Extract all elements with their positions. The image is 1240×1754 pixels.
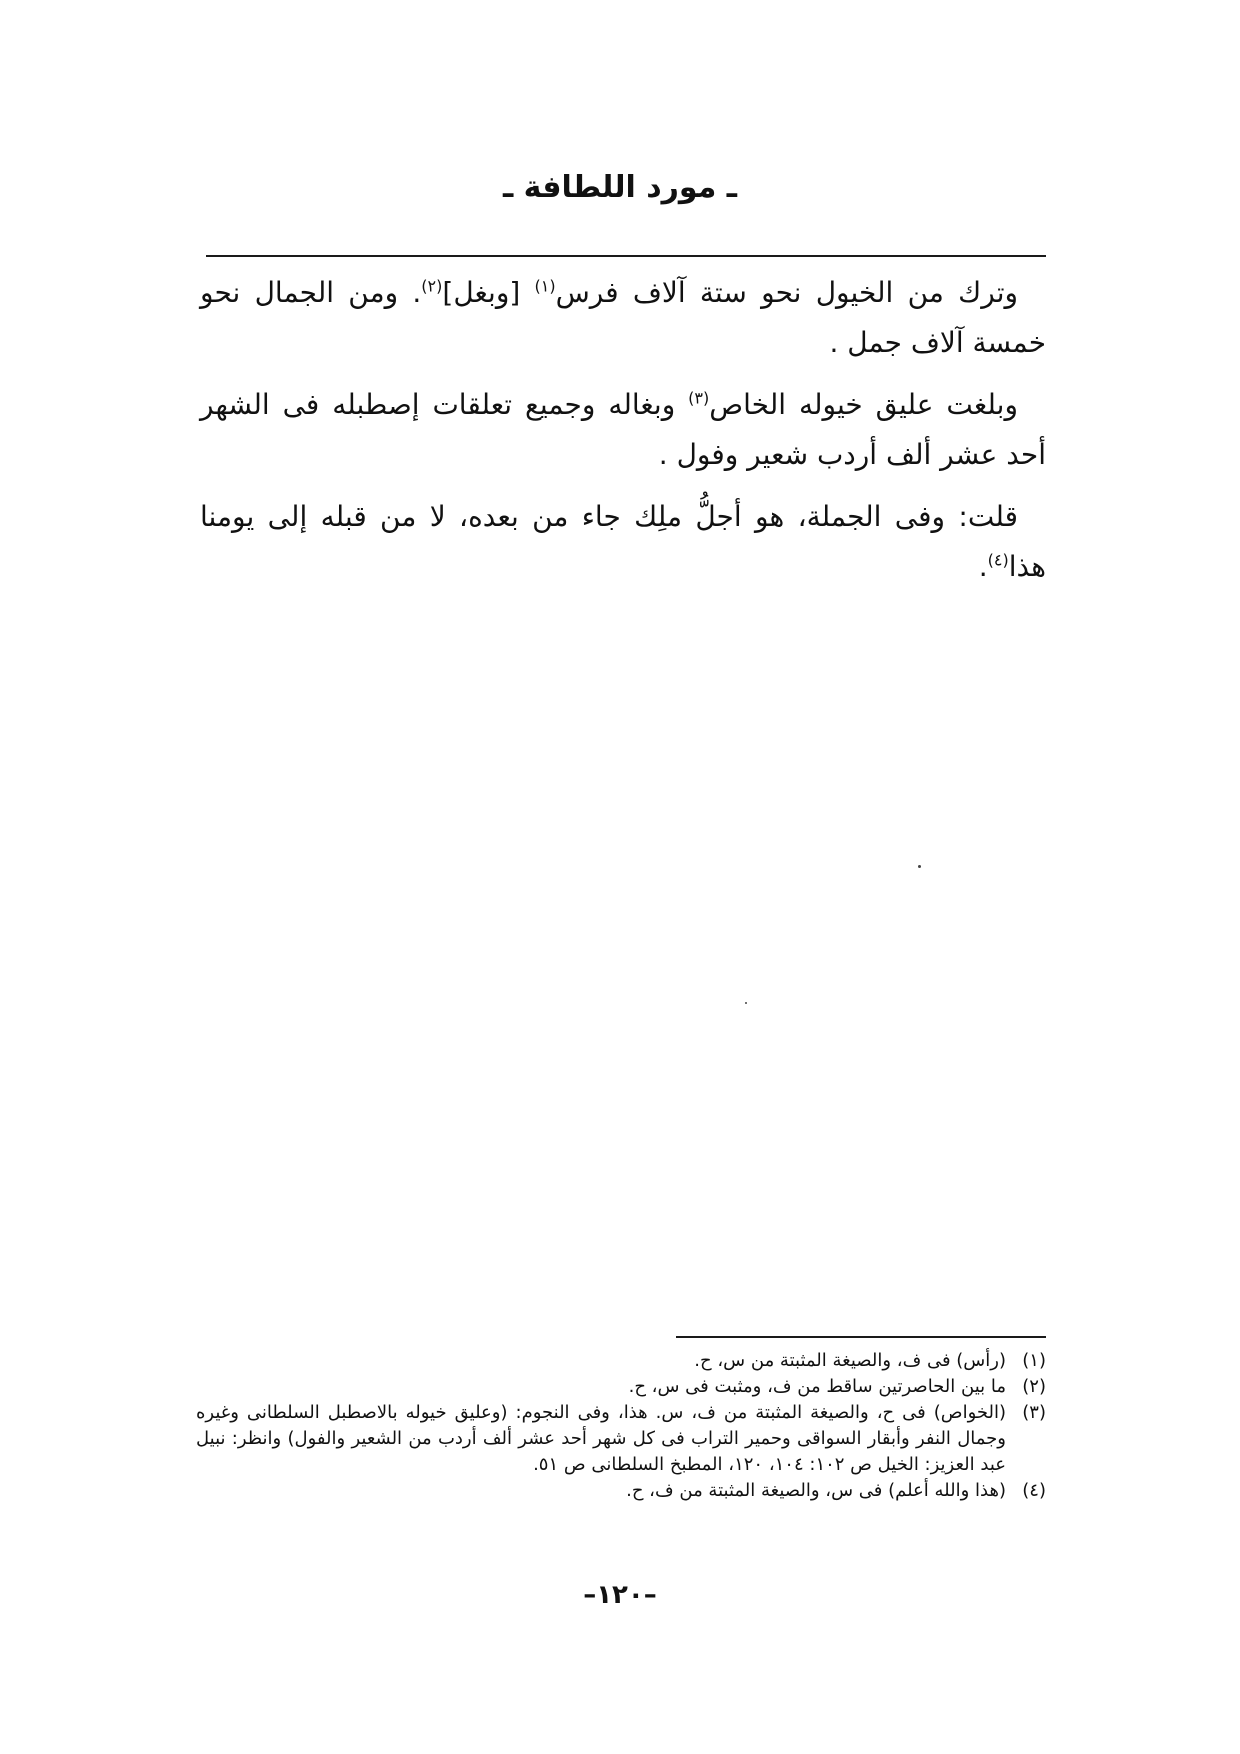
scan-speck	[745, 1002, 747, 1004]
paragraph-1-text-c: . ومن الجمال نحو خمسة آلاف جمل .	[200, 276, 1046, 359]
footnote-ref-2[interactable]: (٢)	[421, 276, 443, 296]
footnote-ref-1[interactable]: (١)	[534, 276, 556, 296]
footnote-4	[196, 1478, 1046, 1504]
paragraph-2-text-b: وبغاله وجميع تعلقات إصطبله فى الشهر أحد عشر ألف أردب شعير وفول .	[200, 388, 1046, 471]
footnote-text: (رأس) فى ف، والصيغة المثبتة من س، ح.	[694, 1350, 1006, 1371]
paragraph-2-text-a: وبلغت عليق خيوله الخاص	[709, 388, 1018, 421]
paragraph-3-text-a: قلت: وفى الجملة، هو أجلُّ ملِك جاء من بعده، لا من قبله إلى يومنا هذا	[200, 500, 1046, 583]
footnote-number: (٣)	[1022, 1402, 1046, 1423]
footnote-1	[196, 1348, 1046, 1374]
footnotes	[196, 1348, 1046, 1504]
paragraph-1-text-b: [وبغل]	[442, 276, 535, 309]
footnote-text: (هذا والله أعلم) فى س، والصيغة المثبتة من ف، ح.	[626, 1480, 1006, 1501]
main-text	[200, 268, 1046, 604]
footnote-text: ما بين الحاصرتين ساقط من ف، ومثبت فى س، ح.	[628, 1376, 1006, 1397]
paragraph-3-text-b: .	[978, 550, 988, 583]
footnote-text: (الخواص) فى ح، والصيغة المثبتة من ف، س. هذا، وفى النجوم: (وعليق خيوله بالاصطبل السلطانى وغيره وجمال النفر وأبقار السواقى وحمير التراب فى كل شهر أحد عشر ألف أردب من الشعير والفول) وانظر: نبيل عبد العزيز: الخيل ص ١٠٢: ١٠٤، ١٢٠، المطبخ السلطانى ص ٥١.	[196, 1402, 1006, 1475]
running-header: ـ مورد اللطافة ـ	[502, 170, 737, 205]
footnote-2	[196, 1374, 1046, 1400]
footnote-3	[196, 1400, 1046, 1478]
header-rule	[206, 255, 1046, 257]
footnote-number: (١)	[1022, 1350, 1046, 1371]
paragraph-3	[200, 492, 1046, 592]
paragraph-2	[200, 380, 1046, 480]
page-number: –١٢٠–	[583, 1580, 657, 1610]
footnote-number: (٢)	[1022, 1376, 1046, 1397]
paragraph-1-text-a: وترك من الخيول نحو ستة آلاف فرس	[555, 276, 1019, 309]
footnote-ref-3[interactable]: (٣)	[688, 388, 710, 408]
scan-speck	[918, 865, 921, 868]
footnote-number: (٤)	[1022, 1480, 1046, 1501]
paragraph-1	[200, 268, 1046, 368]
footnote-rule	[676, 1336, 1046, 1338]
footnote-ref-4[interactable]: (٤)	[987, 550, 1009, 570]
